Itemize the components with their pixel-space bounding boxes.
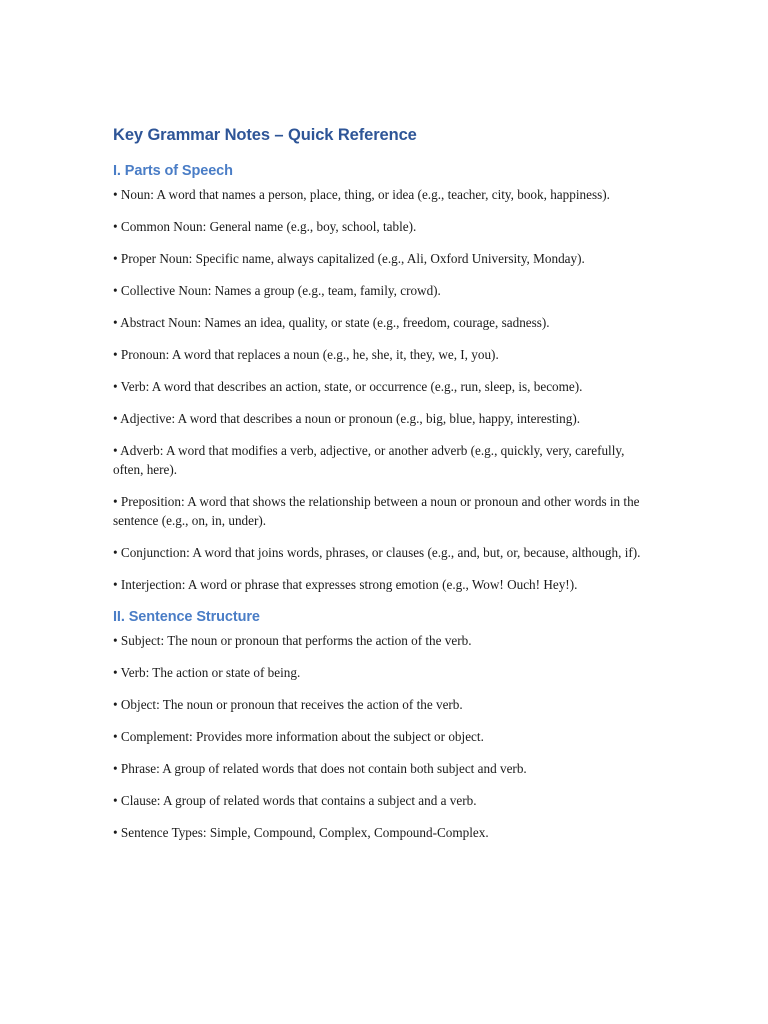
list-item: • Subject: The noun or pronoun that performs the action of the verb. (113, 633, 472, 648)
document-title: Key Grammar Notes – Quick Reference (113, 126, 417, 144)
list-item: • Interjection: A word or phrase that expresses strong emotion (e.g., Wow! Ouch! Hey!). (113, 577, 578, 592)
list-item: • Adjective: A word that describes a noun or pronoun (e.g., big, blue, happy, interesting). (113, 411, 581, 426)
section-sentence-structure (113, 607, 643, 842)
list-item: • Object: The noun or pronoun that receives the action of the verb. (113, 697, 463, 712)
list-item: • Proper Noun: Specific name, always capitalized (e.g., Ali, Oxford University, Monday). (113, 251, 585, 266)
document-body (113, 124, 643, 855)
list-item: • Common Noun: General name (e.g., boy, school, table). (113, 219, 417, 234)
section-heading: I. Parts of Speech (113, 163, 233, 179)
list-item: • Clause: A group of related words that contains a subject and a verb. (113, 793, 477, 808)
list-item: • Verb: A word that describes an action, state, or occurrence (e.g., run, sleep, is, become). (113, 379, 583, 394)
section-heading: II. Sentence Structure (113, 609, 260, 625)
list-item: • Phrase: A group of related words that does not contain both subject and verb. (113, 761, 527, 776)
list-item: • Adverb: A word that modifies a verb, adjective, or another adverb (e.g., quickly, very, carefully, often, here). (113, 443, 625, 477)
list-item: • Conjunction: A word that joins words, phrases, or clauses (e.g., and, but, or, because, although, if). (113, 545, 641, 560)
section-parts-of-speech (113, 161, 643, 594)
list-item: • Verb: The action or state of being. (113, 665, 301, 680)
list-item: • Abstract Noun: Names an idea, quality, or state (e.g., freedom, courage, sadness). (113, 315, 550, 330)
list-item: • Collective Noun: Names a group (e.g., team, family, crowd). (113, 283, 441, 298)
list-item: • Complement: Provides more information about the subject or object. (113, 729, 484, 744)
list-item: • Noun: A word that names a person, place, thing, or idea (e.g., teacher, city, book, happiness). (113, 187, 610, 202)
list-item: • Pronoun: A word that replaces a noun (e.g., he, she, it, they, we, I, you). (113, 347, 499, 362)
list-item: • Preposition: A word that shows the relationship between a noun or pronoun and other words in the sentence (e.g., on, in, under). (113, 494, 640, 528)
list-item: • Sentence Types: Simple, Compound, Complex, Compound-Complex. (113, 825, 489, 840)
